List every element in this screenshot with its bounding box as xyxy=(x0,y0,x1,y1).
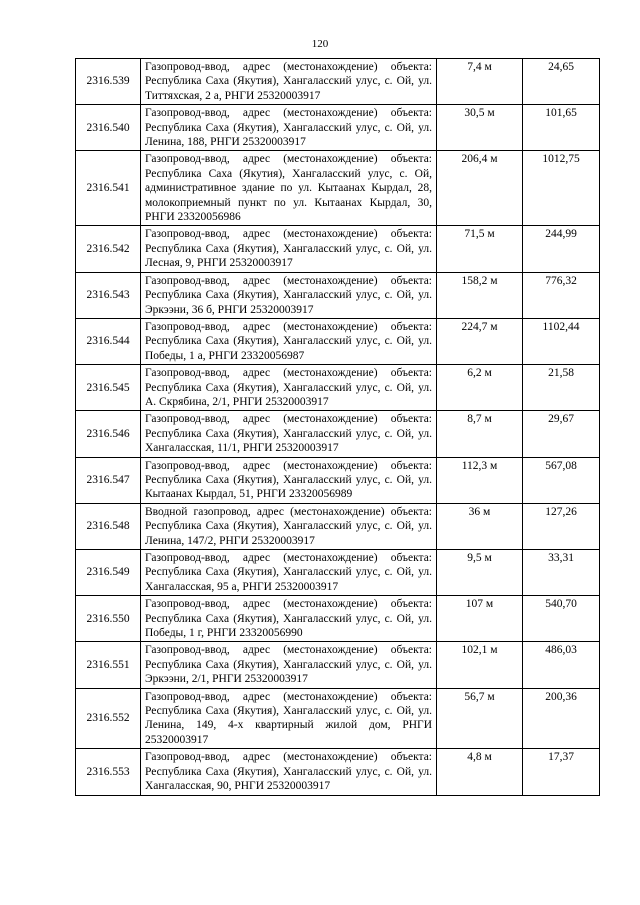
row-number: 2316.545 xyxy=(76,365,141,411)
object-description: Газопровод-ввод, адрес (местонахождение) объекта: Республика Саха (Якутия), Хангаласский улус, с. Ой, ул. Хангаласская, 90, РНГИ 25320003917 xyxy=(141,749,437,795)
pipeline-length: 102,1 м xyxy=(437,642,523,688)
table-row xyxy=(76,59,600,105)
book-value: 567,08 xyxy=(523,457,600,503)
book-value: 244,99 xyxy=(523,226,600,272)
pipeline-length: 158,2 м xyxy=(437,272,523,318)
row-number: 2316.546 xyxy=(76,411,141,457)
pipeline-length: 36 м xyxy=(437,503,523,549)
table-row xyxy=(76,688,600,749)
pipeline-length: 6,2 м xyxy=(437,365,523,411)
pipeline-length: 30,5 м xyxy=(437,105,523,151)
book-value: 33,31 xyxy=(523,550,600,596)
object-description: Газопровод-ввод, адрес (местонахождение) объекта: Республика Саха (Якутия), Хангаласский улус, с. Ой, ул. Ленина, 149, 4-х квартирный жилой дом, РНГИ 25320003917 xyxy=(141,688,437,749)
table-row xyxy=(76,151,600,226)
object-description: Газопровод-ввод, адрес (местонахождение) объекта: Республика Саха (Якутия), Хангаласский улус, с. Ой, ул. А. Скрябина, 2/1, РНГИ 25320003917 xyxy=(141,365,437,411)
object-description: Газопровод-ввод, адрес (местонахождение) объекта: Республика Саха (Якутия), Хангаласский улус, с. Ой, ул. Лесная, 9, РНГИ 25320003917 xyxy=(141,226,437,272)
row-number: 2316.547 xyxy=(76,457,141,503)
row-number: 2316.541 xyxy=(76,151,141,226)
object-description: Газопровод-ввод, адрес (местонахождение) объекта: Республика Саха (Якутия), Хангаласский улус, с. Ой, ул. Ленина, 188, РНГИ 25320003917 xyxy=(141,105,437,151)
registry-table-body xyxy=(76,59,600,796)
pipeline-length: 107 м xyxy=(437,596,523,642)
object-description: Газопровод-ввод, адрес (местонахождение) объекта: Республика Саха (Якутия), Хангаласский улус, с. Ой, ул. Хангаласская, 11/1, РНГИ 25320003917 xyxy=(141,411,437,457)
book-value: 127,26 xyxy=(523,503,600,549)
book-value: 101,65 xyxy=(523,105,600,151)
registry-table xyxy=(75,58,600,796)
table-row xyxy=(76,105,600,151)
table-row xyxy=(76,596,600,642)
object-description: Вводной газопровод, адрес (местонахождение) объекта: Республика Саха (Якутия), Хангаласский улус, с. Ой, ул. Ленина, 147/2, РНГИ 25320003917 xyxy=(141,503,437,549)
row-number: 2316.548 xyxy=(76,503,141,549)
row-number: 2316.550 xyxy=(76,596,141,642)
pipeline-length: 112,3 м xyxy=(437,457,523,503)
book-value: 1012,75 xyxy=(523,151,600,226)
table-row xyxy=(76,503,600,549)
pipeline-length: 56,7 м xyxy=(437,688,523,749)
table-row xyxy=(76,318,600,364)
pipeline-length: 224,7 м xyxy=(437,318,523,364)
book-value: 200,36 xyxy=(523,688,600,749)
row-number: 2316.544 xyxy=(76,318,141,364)
row-number: 2316.540 xyxy=(76,105,141,151)
row-number: 2316.542 xyxy=(76,226,141,272)
object-description: Газопровод-ввод, адрес (местонахождение) объекта: Республика Саха (Якутия), Хангаласский улус, с. Ой, административное здание по ул. Кытаанах Кырдал, 28, молокоприемный пункт по ул. Кытаанах Кырдал, 30, РНГИ 23320056986 xyxy=(141,151,437,226)
pipeline-length: 7,4 м xyxy=(437,59,523,105)
book-value: 486,03 xyxy=(523,642,600,688)
pipeline-length: 71,5 м xyxy=(437,226,523,272)
object-description: Газопровод-ввод, адрес (местонахождение) объекта: Республика Саха (Якутия), Хангаласский улус, с. Ой, ул. Хангаласская, 95 а, РНГИ 25320003917 xyxy=(141,550,437,596)
row-number: 2316.543 xyxy=(76,272,141,318)
row-number: 2316.552 xyxy=(76,688,141,749)
object-description: Газопровод-ввод, адрес (местонахождение) объекта: Республика Саха (Якутия), Хангаласский улус, с. Ой, ул. Победы, 1 г, РНГИ 23320056990 xyxy=(141,596,437,642)
row-number: 2316.551 xyxy=(76,642,141,688)
table-row xyxy=(76,457,600,503)
book-value: 17,37 xyxy=(523,749,600,795)
row-number: 2316.549 xyxy=(76,550,141,596)
row-number: 2316.553 xyxy=(76,749,141,795)
book-value: 21,58 xyxy=(523,365,600,411)
table-row xyxy=(76,411,600,457)
table-row xyxy=(76,642,600,688)
object-description: Газопровод-ввод, адрес (местонахождение) объекта: Республика Саха (Якутия), Хангаласский улус, с. Ой, ул. Эркээни, 2/1, РНГИ 25320003917 xyxy=(141,642,437,688)
object-description: Газопровод-ввод, адрес (местонахождение) объекта: Республика Саха (Якутия), Хангаласский улус, с. Ой, ул. Титтяхская, 2 а, РНГИ 25320003917 xyxy=(141,59,437,105)
table-row xyxy=(76,550,600,596)
page-number: 120 xyxy=(311,38,329,50)
table-row xyxy=(76,365,600,411)
object-description: Газопровод-ввод, адрес (местонахождение) объекта: Республика Саха (Якутия), Хангаласский улус, с. Ой, ул. Эркээни, 36 б, РНГИ 25320003917 xyxy=(141,272,437,318)
book-value: 776,32 xyxy=(523,272,600,318)
book-value: 29,67 xyxy=(523,411,600,457)
book-value: 24,65 xyxy=(523,59,600,105)
pipeline-length: 4,8 м xyxy=(437,749,523,795)
object-description: Газопровод-ввод, адрес (местонахождение) объекта: Республика Саха (Якутия), Хангаласский улус, с. Ой, ул. Кытаанах Кырдал, 51, РНГИ 23320056989 xyxy=(141,457,437,503)
book-value: 540,70 xyxy=(523,596,600,642)
pipeline-length: 8,7 м xyxy=(437,411,523,457)
book-value: 1102,44 xyxy=(523,318,600,364)
table-row xyxy=(76,226,600,272)
object-description: Газопровод-ввод, адрес (местонахождение) объекта: Республика Саха (Якутия), Хангаласский улус, с. Ой, ул. Победы, 1 а, РНГИ 23320056987 xyxy=(141,318,437,364)
table-row xyxy=(76,749,600,795)
pipeline-length: 9,5 м xyxy=(437,550,523,596)
table-row xyxy=(76,272,600,318)
pipeline-length: 206,4 м xyxy=(437,151,523,226)
row-number: 2316.539 xyxy=(76,59,141,105)
